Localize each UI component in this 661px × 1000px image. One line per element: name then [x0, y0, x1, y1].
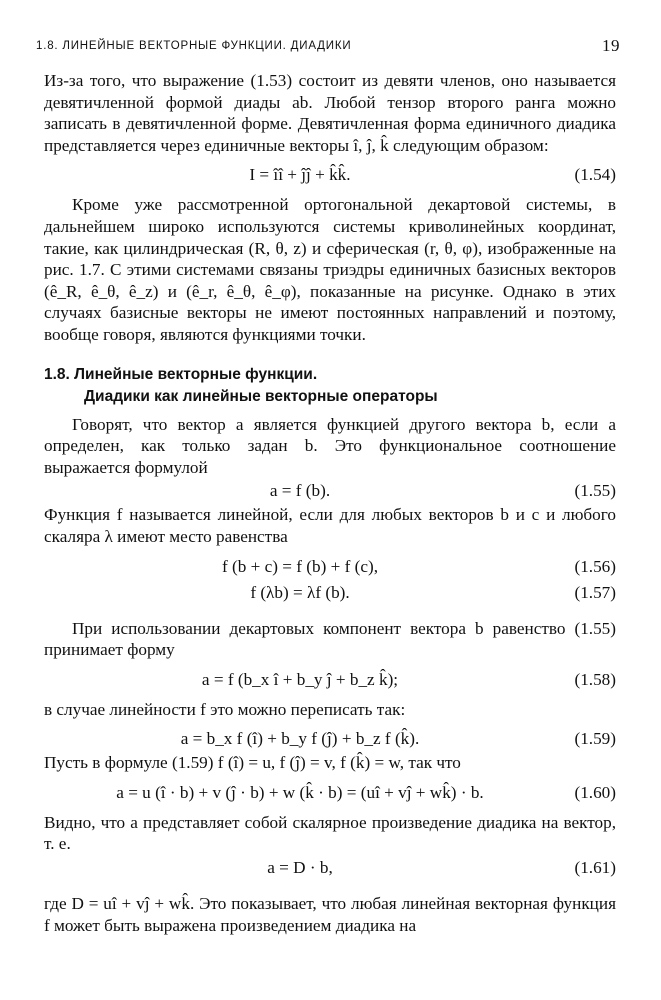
equation-body: f (λb) = λf (b).	[250, 582, 350, 602]
equation-body: a = u (î · b) + v (ĵ · b) + w (k̂ · b) = (uî + vĵ + wk̂) · b.	[116, 782, 484, 802]
equation-number: (1.58)	[574, 669, 616, 689]
paragraph-cartesian-components: При использовании декартовых компонент вектора b равенство (1.55) принимает форму	[44, 618, 616, 660]
paragraph-dyad-ninefold: Из-за того, что выражение (1.53) состоит из девяти членов, оно называется девятичленной формой диады ab. Любой тензор второго ранга можно записать в девятичленной форме. Девятичленная форма единичного диадика представляется через единичные векторы î, ĵ, k̂ следующим образом:	[44, 71, 616, 155]
equation-number: (1.59)	[574, 729, 616, 749]
equation-number: (1.60)	[574, 782, 616, 802]
page-header	[36, 34, 620, 58]
page	[36, 34, 620, 936]
equation-number: (1.54)	[574, 165, 616, 185]
running-head: 1.8. ЛИНЕЙНЫЕ ВЕКТОРНЫЕ ФУНКЦИИ. ДИАДИКИ	[36, 40, 352, 52]
equation-body: a = f (b).	[269, 481, 331, 501]
paragraph-dyadic-definition: где D = uî + vĵ + wk̂. Это показывает, что любая линейная векторная функция f может быть выражена произведением диадика на	[44, 894, 616, 935]
section-subtitle: Диадики как линейные векторные операторы	[84, 387, 438, 405]
paragraph-let-in-formula: Пусть в формуле (1.59) f (î) = u, f (ĵ) = v, f (k̂) = w, так что	[44, 753, 461, 773]
paragraph-vector-function: Говорят, что вектор a является функцией другого вектора b, если a определен, как только задан b. Это функциональное соотношение выражается формулой	[44, 414, 616, 477]
equation-1-59	[44, 726, 616, 752]
equation-number: (1.55)	[574, 481, 616, 501]
paragraph-linearity-case: в случае линейности f это можно переписать так:	[44, 699, 406, 719]
equation-1-54	[44, 162, 616, 188]
paragraph-scalar-product: Видно, что a представляет собой скалярное произведение диадика на вектор, т. е.	[44, 812, 616, 854]
section-title: 1.8. Линейные векторные функции.	[44, 365, 318, 383]
equation-number: (1.56)	[574, 556, 616, 576]
equation-body: f (b + c) = f (b) + f (c),	[221, 556, 378, 576]
equation-1-60	[44, 780, 616, 806]
equation-body: a = f (b_x î + b_y ĵ + b_z k̂);	[201, 669, 399, 689]
page-number: 19	[602, 36, 620, 55]
equation-1-55	[44, 478, 616, 504]
equation-1-57	[44, 580, 616, 606]
equation-body: a = D · b,	[267, 858, 333, 878]
equation-number: (1.61)	[574, 858, 616, 878]
paragraph-curvilinear-coordinates: Кроме уже рассмотренной ортогональной декартовой системы, в дальнейшем широко используются системы криволинейных координат, такие, как цилиндрическая (R, θ, z) и сферическая (r, θ, φ), изображенные на рис. 1.7. С этими системами связаны триэдры единичных базисных векторов (ê_R, ê_θ, ê_z) и (ê_r, ê_θ, ê_φ), показанные на рисунке. Однако в этих случаях базисные векторы не имеют постоянных направлений и поэтому, вообще говоря, являются функциями точки.	[44, 195, 616, 344]
equation-number: (1.57)	[574, 582, 616, 602]
equation-body: I = îî + ĵĵ + k̂k̂.	[249, 165, 351, 185]
paragraph-linear-function: Функция f называется линейной, если для любых векторов b и c и любого скаляра λ имеют место равенства	[44, 505, 616, 546]
equation-body: a = b_x f (î) + b_y f (ĵ) + b_z f (k̂).	[180, 729, 420, 749]
equation-1-61	[44, 855, 616, 881]
equation-1-56	[44, 554, 616, 580]
equation-1-58	[44, 667, 616, 693]
